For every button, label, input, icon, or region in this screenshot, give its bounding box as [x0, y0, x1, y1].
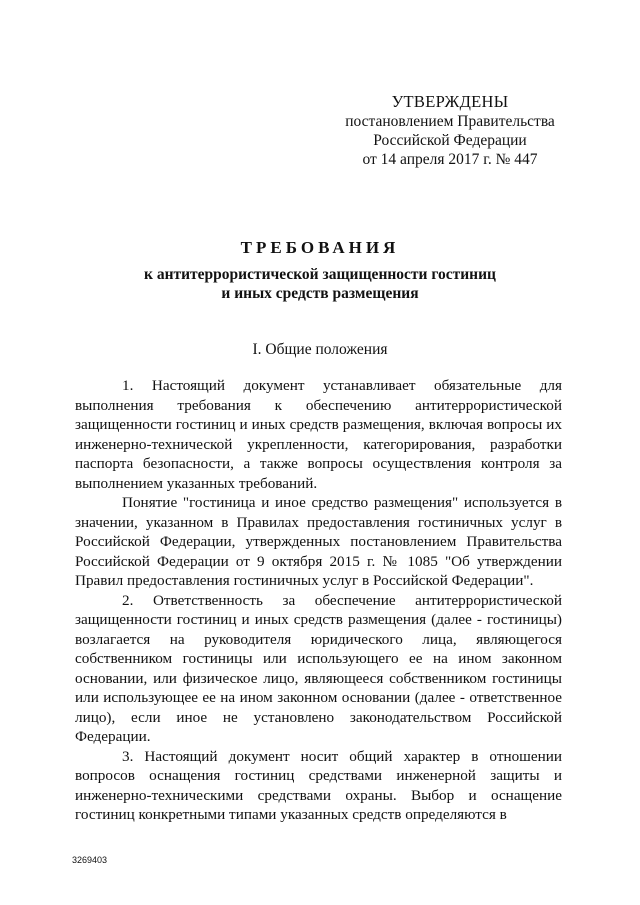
paragraph-4: 3. Настоящий документ носит общий характер в отношении вопросов оснащения гостиниц средствами инженерной защиты и инженерно-техническими средствами охраны. Выбор и оснащение гостиниц конкретными типами указанных средств определяются в [75, 747, 562, 823]
subtitle-line-1: к антитеррористической защищенности гостиниц [144, 266, 496, 283]
approval-line-1: постановлением Правительства [345, 113, 555, 130]
paragraph-1: 1. Настоящий документ устанавливает обязательные для выполнения требования к обеспечению антитеррористической защищенности гостиниц и иных средств размещения, включая вопросы их инженерно-технической укрепленности, категорирования, разработки паспорта безопасности, а также вопросы осуществления контроля за выполнением указанных требований. [75, 377, 562, 492]
document-body [75, 376, 562, 825]
approval-line-3: от 14 апреля 2017 г. № 447 [362, 151, 538, 168]
paragraph-2: Понятие "гостиница и иное средство размещения" используется в значении, указанном в Правилах предоставления гостиничных услуг в Российской Федерации, утвержденных постановлением Правительства Российской Федерации от 9 октября 2015 г. № 1085 "Об утверждении Правил предоставления гостиничных услуг в Российской Федерации". [75, 494, 562, 589]
subtitle-line-2: и иных средств размещения [221, 285, 419, 302]
approval-block [340, 92, 560, 169]
paragraph-3: 2. Ответственность за обеспечение антитеррористической защищенности гостиниц и иных средств размещения (далее - гостиницы) возлагается на руководителя юридического лица, являющегося собственником гостиницы или использующего ее на ином законном основании, или физическое лицо, являющееся собственником гостиницы или использующее ее на ином законном основании (далее - ответственное лицо), если иное не установлено законодательством Российской Федерации. [75, 591, 562, 745]
section-title: I. Общие положения [252, 341, 388, 358]
approval-heading: УТВЕРЖДЕНЫ [391, 92, 509, 111]
approval-line-2: Российской Федерации [373, 132, 527, 149]
document-title: ТРЕБОВАНИЯ [240, 238, 400, 257]
footer-code: 3269403 [72, 855, 108, 865]
document-subtitle [0, 265, 640, 303]
